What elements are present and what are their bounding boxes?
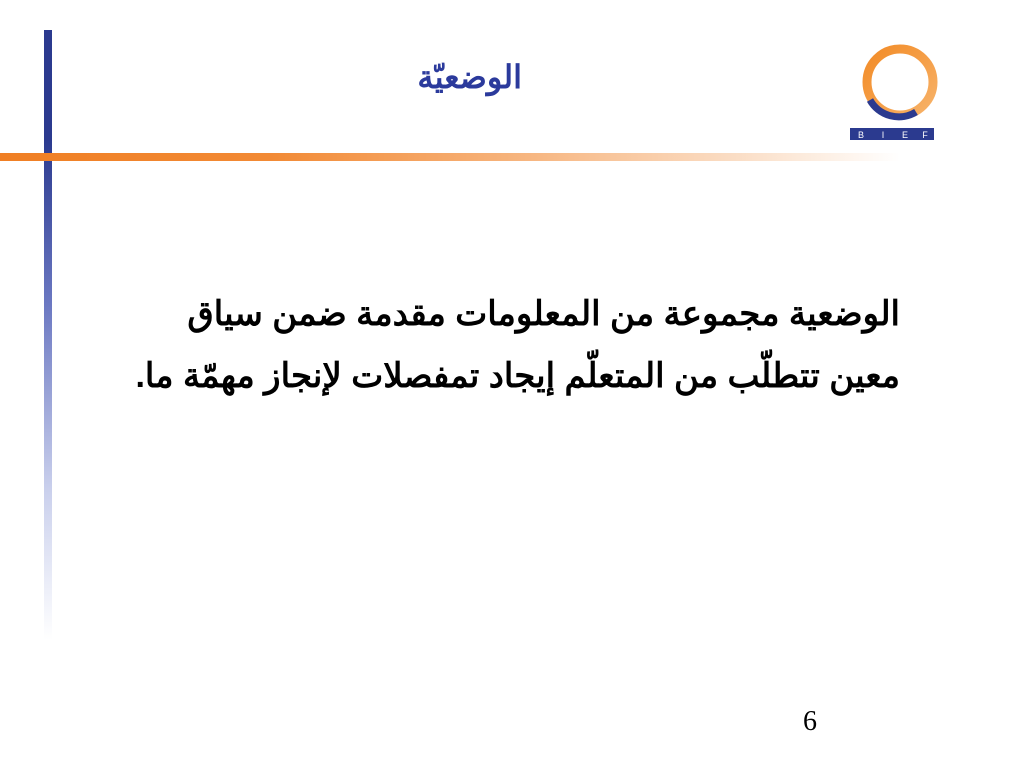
slide-body-text: الوضعية مجموعة من المعلومات مقدمة ضمن سياق معين تتطلّب من المتعلّم إيجاد تمفصلات لإنجاز مهمّة ما.	[135, 295, 900, 395]
vertical-accent-bar	[44, 30, 52, 640]
horizontal-accent-bar	[0, 153, 900, 161]
slide-title: الوضعيّة	[417, 59, 522, 95]
bief-logo-icon	[846, 40, 946, 146]
logo-letter: E	[901, 130, 909, 140]
logo-letter: B	[857, 130, 865, 140]
bief-logo	[846, 40, 946, 146]
logo-letter: F	[922, 130, 928, 140]
page-number: 6	[803, 706, 817, 737]
logo-letter: I	[881, 130, 885, 140]
